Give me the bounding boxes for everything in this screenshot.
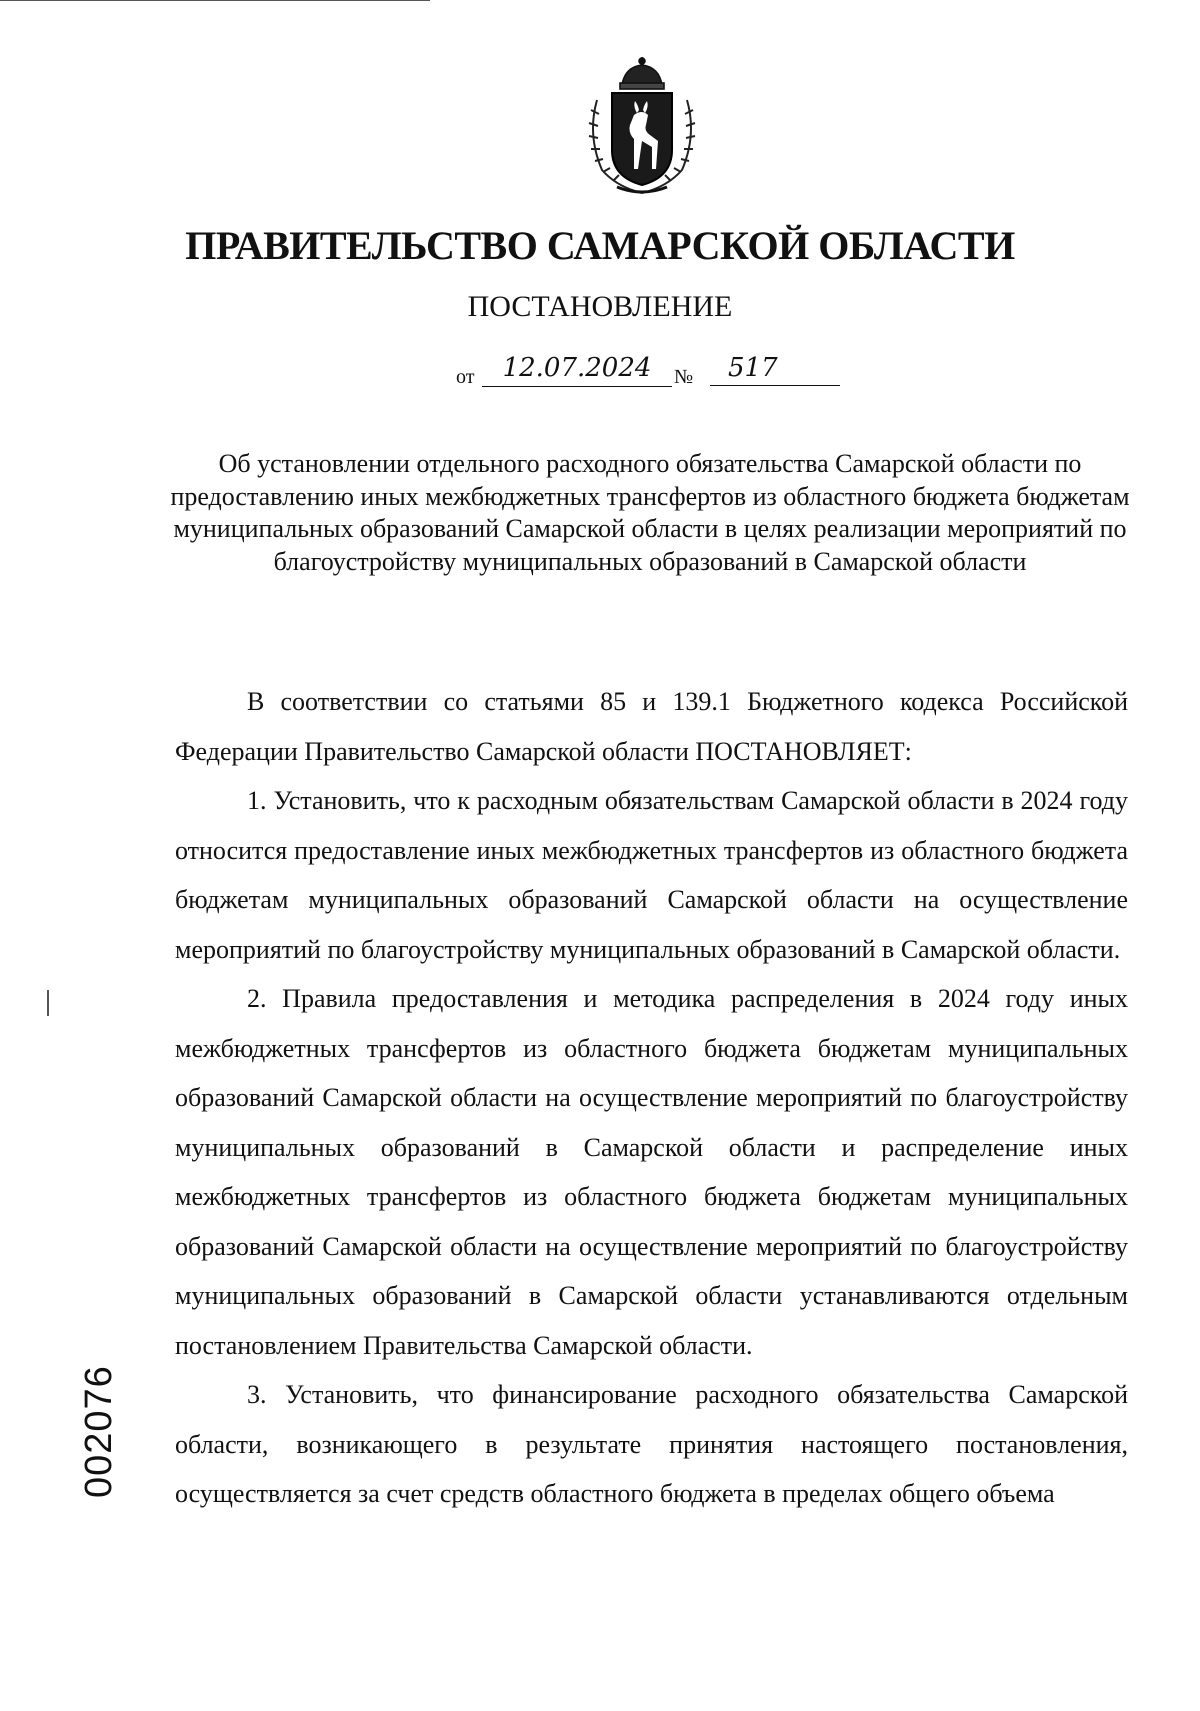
number-sign: № [674,366,694,388]
clause-2-paragraph: 2. Правила предоставления и методика распределения в 2024 году иных межбюджетных трансфертов из областного бюджета бюджетам муниципальных образований Самарской области на осуществление мероприятий по благоустройству муниципальных образований в Самарской области и распределение иных межбюджетных трансфертов из областного бюджета бюджетам муниципальных образований Самарской области на осуществление мероприятий по благоустройству муниципальных образований в Самарской области устанавливаются отдельным постановлением Правительства Самарской области. [175,984,1128,1360]
clause-3-paragraph: 3. Установить, что финансирование расходного обязательства Самарской области, возникающего в результате принятия настоящего постановления, осуществляется за счет средств областного бюджета в пределах общего объема [175,1380,1128,1508]
scan-edge-line [0,0,430,1]
clause-1-paragraph: 1. Установить, что к расходным обязательствам Самарской области в 2024 году относится предоставление иных межбюджетных трансфертов из областного бюджета бюджетам муниципальных образований Самарской области на осуществление мероприятий по благоустройству муниципальных образований в Самарской области. [175,786,1128,964]
document-type: ПОСТАНОВЛЕНИЕ [467,290,733,323]
preamble-paragraph: В соответствии со статьями 85 и 139.1 Бюджетного кодекса Российской Федерации Правительство Самарской области ПОСТАНОВЛЯЕТ: [175,687,1128,766]
issuer-title: ПРАВИТЕЛЬСТВО САМАРСКОЙ ОБЛАСТИ [185,223,1015,268]
document-subject: Об установлении отдельного расходного обязательства Самарской области по предоставлению иных межбюджетных трансфертов из областного бюджета бюджетам муниципальных образований Самарской области в целях реализации мероприятий по благоустройству муниципальных образований в Самарской области [170,449,1130,576]
document-body [175,677,1128,1519]
registry-side-number: 002076 [78,1365,120,1498]
coat-of-arms-icon [577,55,707,200]
document-number: 517 [710,350,840,386]
scan-edge-mark [47,990,49,1016]
registration-line [456,350,846,390]
date-prefix: от [456,366,475,388]
document-date: 12.07.2024 [482,350,672,387]
